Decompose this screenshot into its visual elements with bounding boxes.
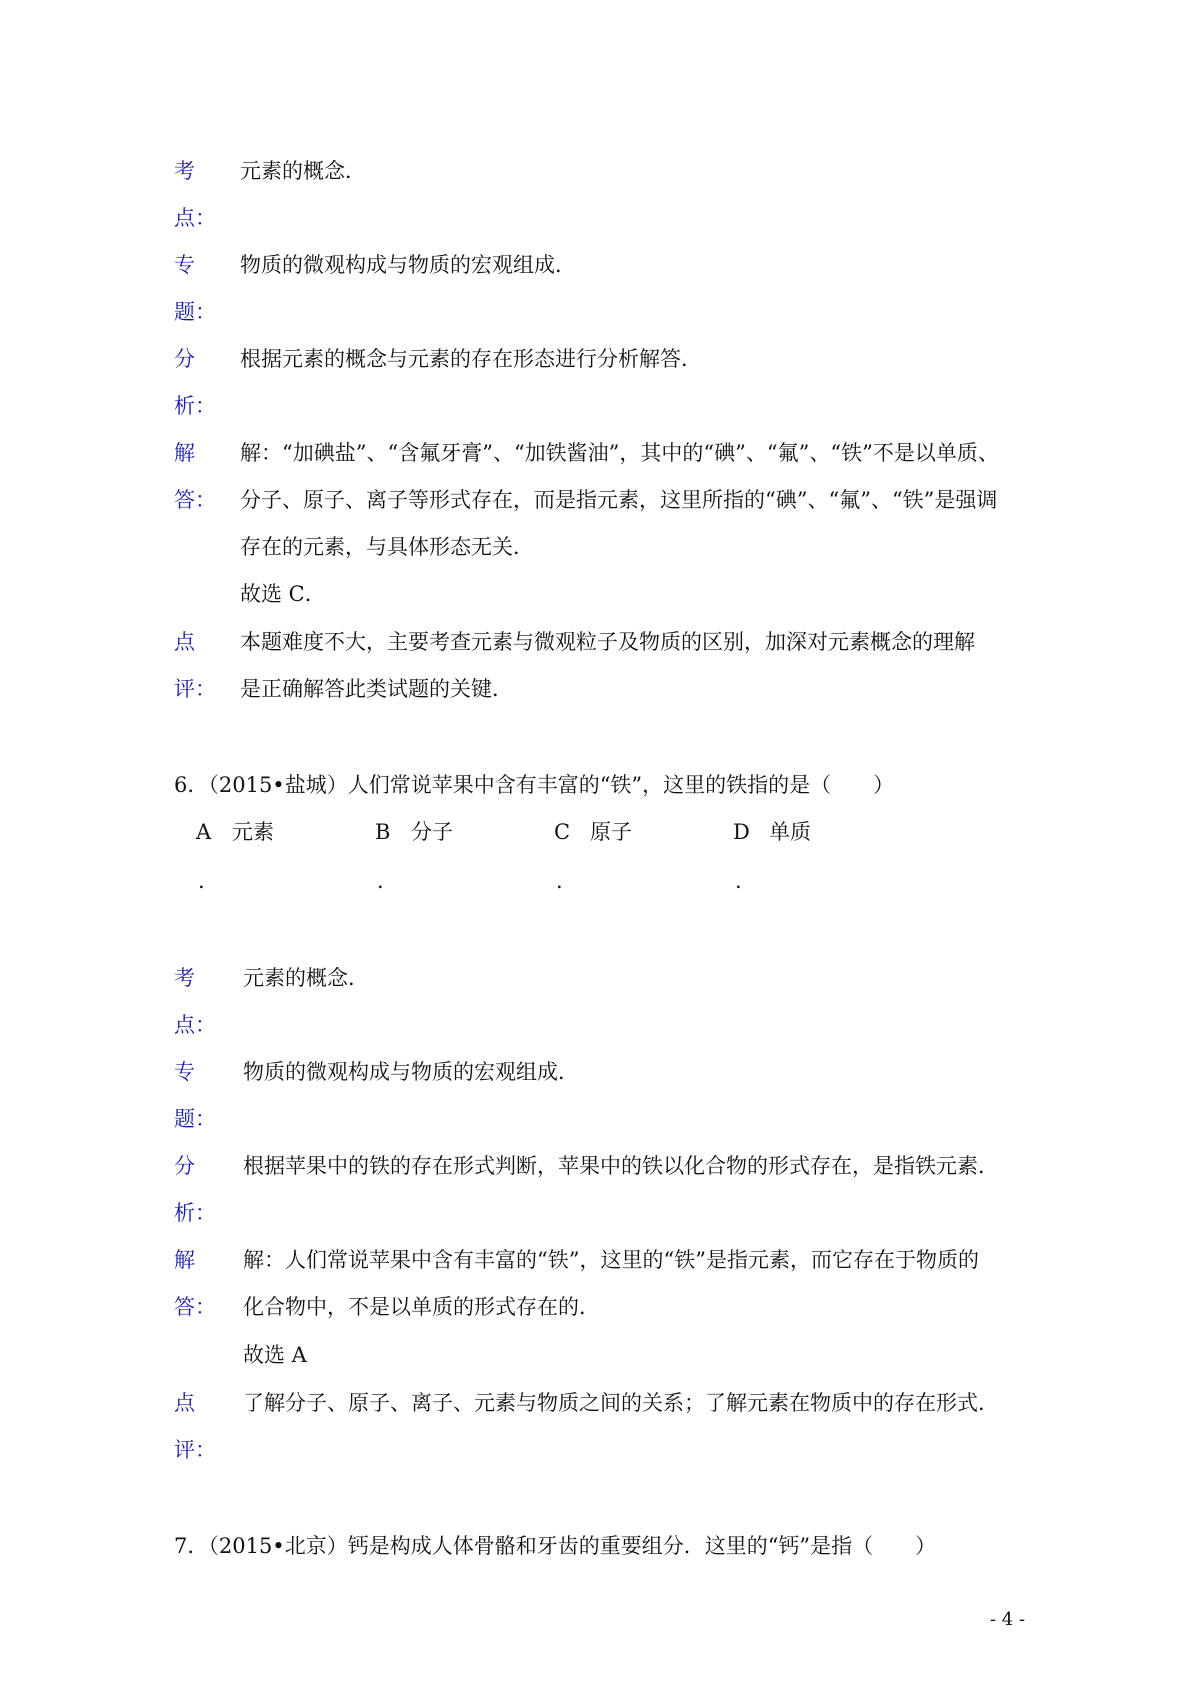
q5-jieda-line: 故选 C． [240,582,326,606]
label-fenxi-2: 析： [174,394,216,418]
label-zhuanti-1: 专 [174,1060,195,1084]
q6-option-b-text: 分子 [411,820,453,844]
q6-zhuanti-text: 物质的微观构成与物质的宏观组成． [243,1060,579,1084]
q6-jieda-line: 解：人们常说苹果中含有丰富的“铁”，这里的“铁”是指元素，而它存在于物质的 [243,1248,979,1272]
q5-jieda-line: 解：“加碘盐”、“含氟牙膏”、“加铁酱油”，其中的“碘”、“氟”、“铁”不是以单质、 [240,441,999,465]
label-dianping-1: 点 [174,630,195,654]
label-fenxi-2: 析： [174,1201,216,1225]
q5-jieda-line: 存在的元素，与具体形态无关． [240,535,534,559]
q6-stem: 6．（2015•盐城）人们常说苹果中含有丰富的“铁”，这里的铁指的是（ ） [174,773,895,797]
label-jieda-2: 答： [174,488,216,512]
label-jieda-1: 解 [174,1248,195,1272]
label-zhuanti-2: 题： [174,1107,216,1131]
q6-dianping-text: 了解分子、原子、离子、元素与物质之间的关系；了解元素在物质中的存在形式． [243,1391,999,1415]
label-dianping-1: 点 [174,1391,195,1415]
q5-dianping-line: 是正确解答此类试题的关键． [240,677,513,701]
label-kaodian-2: 点： [174,206,216,230]
q6-option-a-dot: . [198,869,205,893]
q5-fenxi-text: 根据元素的概念与元素的存在形态进行分析解答． [240,347,702,371]
q5-dianping-line: 本题难度不大，主要考查元素与微观粒子及物质的区别，加深对元素概念的理解 [240,630,975,654]
label-kaodian-1: 考 [174,159,195,183]
q6-fenxi-text: 根据苹果中的铁的存在形式判断，苹果中的铁以化合物的形式存在，是指铁元素． [243,1154,999,1178]
q7-stem: 7．（2015•北京）钙是构成人体骨骼和牙齿的重要组分．这里的“钙”是指（ ） [174,1534,937,1558]
q6-option-b-letter: B [375,820,391,844]
q5-jieda-line: 分子、原子、离子等形式存在，而是指元素，这里所指的“碘”、“氟”、“铁”是强调 [240,488,998,512]
q6-jieda-line: 化合物中，不是以单质的形式存在的． [243,1295,600,1319]
label-jieda-1: 解 [174,441,195,465]
page-number: - 4 - [990,1609,1026,1630]
label-zhuanti-2: 题： [174,300,216,324]
q6-option-c-dot: . [556,869,563,893]
q5-kaodian-text: 元素的概念． [240,159,366,183]
label-fenxi-1: 分 [174,1154,195,1178]
q6-option-d-dot: . [735,869,742,893]
label-fenxi-1: 分 [174,347,195,371]
q6-option-c-letter: C [554,820,571,844]
q6-option-b-dot: . [377,869,384,893]
label-dianping-2: 评： [174,677,216,701]
q6-option-d-letter: D [733,820,750,844]
q6-jieda-line: 故选 A [243,1343,307,1367]
label-kaodian-2: 点： [174,1013,216,1037]
q6-option-c-text: 原子 [590,820,632,844]
q6-option-d-text: 单质 [769,820,811,844]
q5-zhuanti-text: 物质的微观构成与物质的宏观组成． [240,253,576,277]
label-kaodian-1: 考 [174,966,195,990]
label-zhuanti-1: 专 [174,253,195,277]
q6-kaodian-text: 元素的概念． [243,966,369,990]
q6-option-a-text: 元素 [232,820,274,844]
label-dianping-2: 评： [174,1438,216,1462]
q6-option-a-letter: A [196,820,212,844]
label-jieda-2: 答： [174,1295,216,1319]
